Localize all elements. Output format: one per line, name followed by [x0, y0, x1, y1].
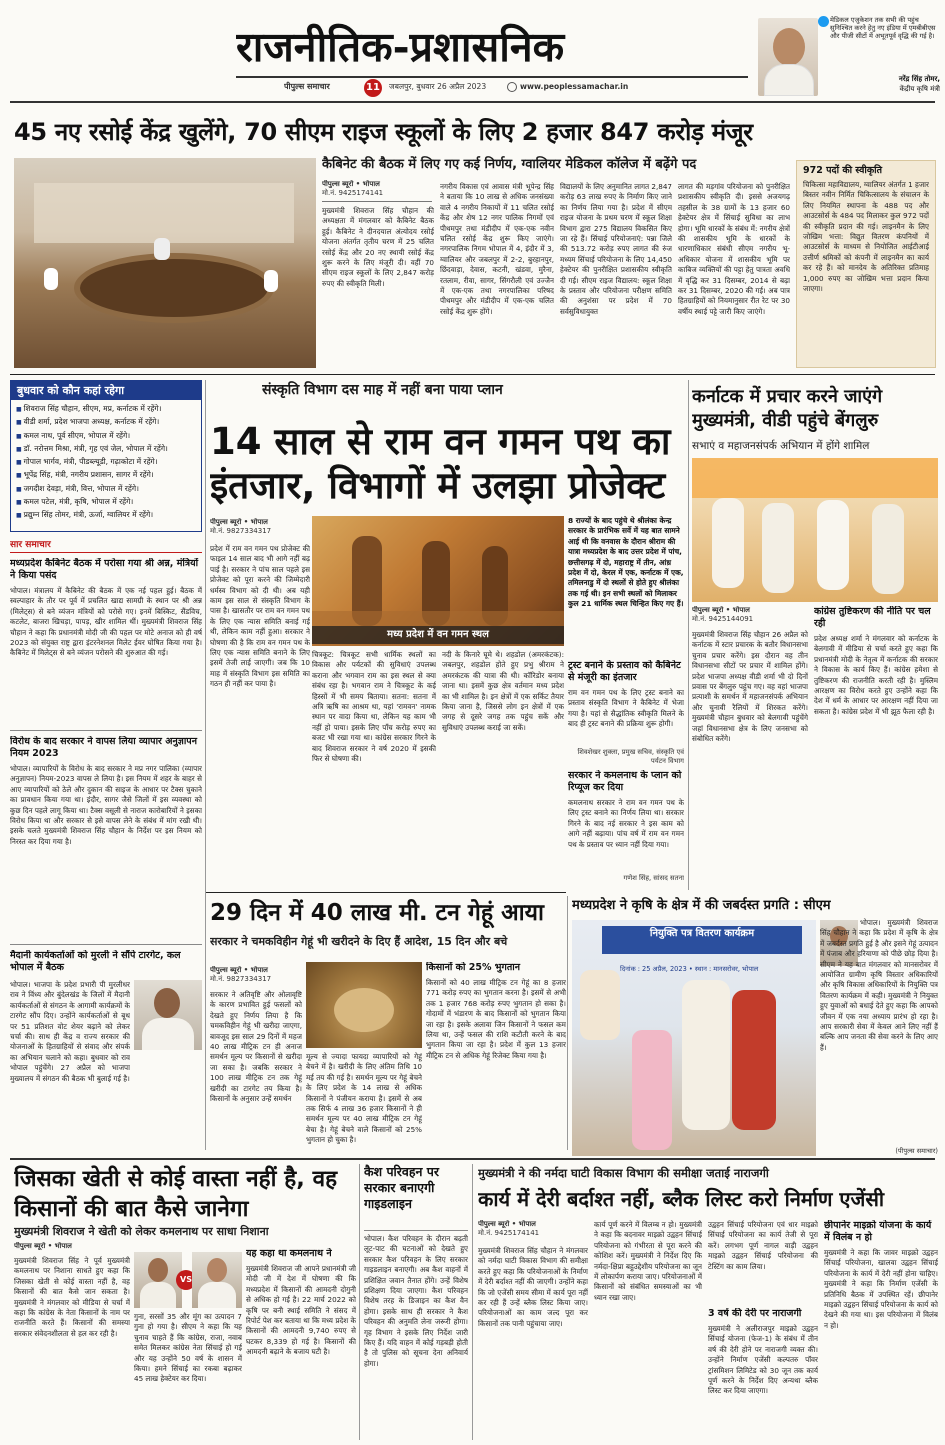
- wheat-col3-title: किसानों को 25% भुगतान: [426, 962, 520, 973]
- dateline: जबलपुर, बुधवार 26 अप्रैल 2023: [389, 82, 487, 91]
- narmada-col1: मुख्यमंत्री शिवराज सिंह चौहान ने मंगलवार को नर्मदा घाटी विकास विभाग की समीक्षा करते हुए कहा कि परियोजनाओं के निर्माण में देरी बर्दाश्त नहीं की जाएगी। उन्होंने कहा कि जो एजेंसी समय सीमा में कार्य पूरा नहीं कर रही हैं उन्हें ब्लैक लिस्ट किया जाए। परियोजनाओं का काम जल्द पूरा कर किसानों तक पानी पहुंचाया जाए।: [478, 1246, 588, 1328]
- karnataka-col2: प्रदेश अध्यक्ष शर्मा ने मंगलवार को कर्नाटक के बेलगावी में मीडिया से चर्चा करते हुए कहा कि प्रधानमंत्री मोदी के नेतृत्व में कर्नाटक की सरकार ने विकास के कार्य किए हैं। कांग्रेस हमेशा से तुष्टिकरण की राजनीति करती रही है। मुस्लिम आरक्षण का विरोध करते हुए उन्होंने कहा कि देश में धर्म के आधार पर आरक्षण नहीं दिया जा सकता है। कांग्रेस प्रदेश में भी झूठ फैला रही है।: [814, 634, 938, 716]
- narmada-mobile: मो.नं. 9425174141: [478, 1229, 540, 1237]
- kheti-subhead: मुख्यमंत्री शिवराज ने खेती को लेकर कमलनाथ पर साधा निशाना: [14, 1225, 269, 1238]
- sidebar-text: चिकित्सा महाविद्यालय, ग्वालियर अंतर्गत 1 हजार बिस्तर नवीन निर्मित चिकित्सालय के संचालन के लिए नियमित स्थापना के 488 पद और आउटसोर्स के 484 पद मिलाकर कुल 972 पदों की स्वीकृति प्रदान की गई। लाइनमैन के लिए जोखिम भत्ता: विद्युत वितरण कंपनियों में आउटसोर्स के माध्यम से नियोजित आईटीआई उत्तीर्ण श्रमिकों को कंपनी में लाइनमैन का कार्य कर रहे हैं। को मानदेय के अतिरिक्त प्रतिमाह 1,000 रुपए का जोखिम भत्ता प्रदान किया जाएगा।: [803, 180, 929, 294]
- narmada-col3-title: 3 वर्ष की देरी पर नाराजगी: [708, 1308, 802, 1319]
- ramvan-col4: नदी के किनारे घूमे थे। शहडोल (अमरकंटक): जबलपुर, शहडोल होते हुए प्रभु श्रीराम ने अमरकंटक की यात्रा की थी। कॉरिडोर बनाया जाना था। इसमें कुछ क्षेत्र वर्तमान मध्य प्रदेश का भी शामिल है। इन क्षेत्रों में एक सर्किट तैयार किया जाना है, जिससे लोग इन क्षेत्रों में एक जगह से दूसरे जगह तक पहुंच सकें और सुविधाएं उपलब्ध कराई जा सकें।: [442, 650, 564, 732]
- narmada-kicker: मुख्यमंत्री ने की नर्मदा घाटी विकास विभाग की समीक्षा जताई नाराजगी: [478, 1166, 769, 1180]
- kheti-byline: पीपुल्स ब्यूरो • भोपाल: [14, 1242, 72, 1250]
- list-item: ■ कमल पटेल, मंत्री, कृषि, भोपाल में रहेंगे।: [16, 496, 196, 509]
- list-item: ■ शिवराज सिंह चौहान, सीएम, मप्र, कर्नाटक में रहेंगे।: [16, 403, 196, 416]
- brief2-text: भोपाल। व्यापारियों के विरोध के बाद सरकार ने मप्र नगर पालिका (व्यापार अनुज्ञापन) नियम-2023 वापस ले लिया है। इस नियम में शहर के बाहर से आए व्यापारियों को ठेले और दुकान की साइज के आधार पर टैक्स चुकाने का प्रावधान किया गया था। इंदौर, सागर जैसे जिलों में इस व्यवस्था को कुछ दिन पहले लागू किया था। टैक्स वसूली से नाराज कारोबारियों ने इसका विरोध किया था और सरकार से इसे वापस लेने के संबंध में मांग रखी थी। इसके चलते मुख्यमंत्री शिवराज सिंह चौहान के निर्देश पर इस नियम को निरस्त कर दिया गया है।: [10, 764, 202, 846]
- karnataka-col1: मुख्यमंत्री शिवराज सिंह चौहान 26 अप्रैल को कर्नाटक में स्टार प्रचारक के बतौर विधानसभा चुनाव प्रचार करेंगे। इस दौरान वह तीन विधानसभा सीटों पर प्रचार में शामिल होंगे। प्रदेश भाजपा अध्यक्ष वीडी शर्मा भी दो दिनों प्रवास पर बेंगलुरु पहुंच गए। वह वहां भाजपा प्रत्याशी के समर्थन में महाजनसंपर्क अभियान और चुनावी रैलियों में शिरकत करेंगे। मुख्यमंत्री चौहान बुधवार को बेलगावी पहुंचेंगे जहां विधानसभा क्षेत्र के लिए जनसभा को संबोधित करेंगे।: [692, 630, 808, 744]
- wheat-col3: किसानों को 40 लाख मीट्रिक टन गेहूं का 8 हजार 771 करोड़ रुपए का भुगतान करना है। इसमें से अभी तक 1 हजार 768 करोड़ रुपए भुगतान हो सका है। गोदामों में भंडारण के बाद किसानों को भुगतान किया जा रहा है। इसके अलावा जिन किसानों ने फसल कम लिया था, उन्हें फसल की राशि कटौती करने के बाद भुगतान किया जा रहा है। प्रदेश में कुल 13 हजार मीट्रिक टन से अधिक गेहूं रिजेक्ट किया गया है।: [426, 978, 566, 1060]
- brief3-text: भोपाल। भाजपा के प्रदेश प्रभारी पी मुरलीधर राव ने विंध्य और बुंदेलखंड के जिलों में मैदानी कार्यकर्ताओं से संगठन के आगामी कार्यक्रमों के टारगेट सौंप दिए। उन्होंने कार्यकर्ताओं से बूथ पर 51 प्रतिशत वोट शेयर बढ़ाने को लेकर चर्चा की। साथ ही केंद्र व राज्य सरकार की योजनाओं के हितग्राहियों से संवाद और संपर्क का अभियान चलाने को कहा। बुधवार को राव भोपाल पहुंचेंगे। 27 अप्रैल को भाजपा मुख्यालय में संगठन की बैठक भी बुलाई गई है।: [10, 980, 130, 1083]
- karnataka-headline: कर्नाटक में प्रचार करने जाएंगे मुख्यमंत्री, वीडी पहुंचे बेंगलुरु: [692, 386, 883, 431]
- lead-col1: मुख्यमंत्री शिवराज सिंह चौहान की अध्यक्षता में मंगलवार को कैबिनेट बैठक हुई। कैबिनेट ने दीनदयाल अंत्योदय रसोई योजना अंतर्गत तृतीय चरण में 25 चलित रसोई केंद्र और 20 नए स्थायी रसोई केंद्र शुरू करने के लिए मंजूरी दी। वहीं 70 सीएम राइज स्कूलों के लिए 2,847 करोड़ रुपए की स्वीकृति मिली।: [322, 206, 434, 288]
- wheat-col2: मूल्य से ज्यादा फायदा व्यापारियों को गेहूं बेचने में है। खरीदी के लिए अंतिम तिथि 10 मई तय की गई है। समर्थन मूल्य पर गेहूं बेचने के लिए प्रदेश के 14 लाख से अधिक किसानों ने पंजीयन कराया है। इसमें से अब तक सिर्फ 4 लाख 36 हजार किसानों ने ही समर्थन मूल्य पर 40 लाख मीट्रिक टन गेहूं बेचा है। गेहूं बेचने वाले किसानों को 25% भुगतान हो चुका है।: [306, 1052, 422, 1145]
- paper-name: पीपुल्स समाचार: [284, 82, 330, 91]
- karnataka-photo: [692, 458, 938, 602]
- sidebar-title: 972 पदों की स्वीकृति: [803, 165, 883, 176]
- kheti-col1: मुख्यमंत्री शिवराज सिंह ने पूर्व मुख्यमंत्री कमलनाथ पर निशाना साधते हुए कहा कि जिसका खेती से कोई वास्ता नहीं है, वह किसानों की बात कैसे जान सकता है। मुख्यमंत्री ने मंगलवार को मीडिया से चर्चा में कहा कि कांग्रेस के नेता किसानों के नाम पर राजनीति करते हैं। किसानों की समस्या सरकार संवेदनशीलता से हल कर रही है।: [14, 1256, 130, 1338]
- karnataka-byline: पीपुल्स ब्यूरो • भोपाल: [692, 606, 750, 614]
- karnataka-subhead: सभाएं व महाजनसंपर्क अभियान में होंगे शामिल: [692, 440, 870, 452]
- narmada-byline-box: [478, 1220, 588, 1240]
- list-item: ■ प्रद्युम्न सिंह तोमर, मंत्री, ऊर्जा, ग्वालियर में रहेंगे।: [16, 509, 196, 522]
- list-item: ■ भूपेंद्र सिंह, मंत्री, नगरीय प्रशासन, सागर में रहेंगे।: [16, 469, 196, 482]
- karnataka-col2-title: कांग्रेस तुष्टिकरण की नीति पर चल रही: [814, 606, 931, 629]
- list-item: ■ जगदीश देवड़ा, मंत्री, वित्त, भोपाल में रहेंगे।: [16, 483, 196, 496]
- wheat-col1: सरकार ने अतिवृष्टि और ओलावृष्टि के कारण प्रभावित हुई फसलों को देखते हुए निर्णय लिया है कि चमकविहीन गेहूं भी खरीदा जाएगा, बावजूद इस साल 29 दिनों में महज 40 लाख मीट्रिक टन ही अनाज समर्थन मूल्य पर किसानों से खरीदा जा सका है। जबकि सरकार ने 100 लाख मीट्रिक टन तक गेहूं खरीदी का टारगेट तय किया है। किसानों के अनुसार उन्हें समर्थन: [210, 990, 302, 1104]
- ramvan-byline: पीपुल्स ब्यूरो • भोपाल: [210, 518, 268, 526]
- agri-text: भोपाल। मुख्यमंत्री शिवराज सिंह चौहान ने कहा कि प्रदेश में कृषि के क्षेत्र में जबर्दस्त प्रगति हुई है और इसने गेहूं उत्पादन में पंजाब और हरियाणा को पीछे छोड़ दिया है। सीएम ने यह बात मंगलवार को मानसरोवर में आयोजित ग्रामीण कृषि विस्तार अधिकारियों और कृषि विकास अधिकारियों के नियुक्ति पत्र वितरण कार्यक्रम में कही। मुख्यमंत्री ने नियुक्त हुए युवाओं को बधाई देते हुए कहा कि आपको जीवन में एक नया अध्याय प्रारंभ हो रहा है। आप सरकारी सेवा में केवल आने लिए नहीं हैं बल्कि आप जनता की सेवा करने के लिए आए हैं।: [820, 918, 938, 1052]
- photo-caption: मध्य प्रदेश में वन गमन स्थल: [312, 626, 564, 644]
- karnataka-byline-box: [692, 606, 802, 626]
- kheti-col3: मुख्यमंत्री शिवराज जी आपने प्रधानमंत्री जी मोदी जी में देश में घोषणा की कि मध्यप्रदेश में किसानों की आमदनी दोगुनी से अधिक हो गई है। 22 मार्च 2022 को कृषि पर बनी स्थाई समिति ने संसद में रिपोर्ट पेश कर बताया था कि मध्य प्रदेश के किसानों की आमदनी 9,740 रुपए से घटकर 8,339 हो गई है। किसानों की आमदनी बढ़ाने के बजाय घटी है।: [246, 1264, 356, 1357]
- narmada-side-title: छीपानेर माइक्रो योजना के कार्य में विलंब न हो: [824, 1220, 932, 1243]
- ramvan-col3: चित्रकूट: चित्रकूट सभी धार्मिक स्थलों का विकास और पर्यटकों की सुविधाएं उपलब्ध कराना और भगवान राम का इस स्थल से क्या संबंध रहा है। भगवान राम ने चित्रकूट के कई हिस्सों में भी समय बिताया। सतना: सतना में अत्रि ऋषि का आश्रम था, यहां 'रामवन' नामक स्थान पर वादा किया था, लेकिन यह काम भी नहीं हो पाया। इसके लिए पाँच करोड़ रुपए का बजट भी रखा गया था। कांग्रेस सरकार गिरने के बाद शिवराज सरकार ने वर्ष 2020 में इसकी फिर से घोषणा की।: [312, 650, 436, 764]
- wheat-headline: 29 दिन में 40 लाख मी. टन गेहूं आया: [210, 900, 544, 926]
- lead-col3: विद्यालयों के लिए अनुमानित लागत 2,847 करोड़ 63 लाख रुपए के निर्माण किए जाने का निर्णय लिया गया है। प्रदेश में सीएम राइज योजना के प्रथम चरण में स्कूल शिक्षा विभाग द्वारा 275 विद्यालय विकसित किए जा रहे हैं। सिंचाई परियोजनाएं: पन्ना जिले की 513.72 करोड़ रुपए लागत की रुंज मध्यम सिंचाई परियोजना के लिए 14,450 हेक्टेयर की पुनरीक्षित प्रशासकीय स्वीकृति दी गई। सीएम राइज विद्यालय: स्कूल शिक्षा के प्रस्ताव और परियोजना परीक्षण समिति की अनुशंसा पर प्रदेश में 70 सर्वसुविधायुक्त: [560, 182, 672, 316]
- agri-photo: [572, 920, 816, 1156]
- list-item: ■ कमल नाथ, पूर्व सीएम, भोपाल में रहेंगे।: [16, 430, 196, 443]
- quote-text: मेडिकल एजुकेशन तक सभी की पहुंच सुनिश्चित करने हेतु नए इंडिया में एमबीबीएस और पीजी सीटों में अभूतपूर्व वृद्धि की गई है।: [830, 16, 936, 41]
- shivraj-kheti-photo: [134, 1252, 182, 1308]
- ramvan-side-text: 8 राज्यों के बाद पहुंचे थे श्रीलंका केन्द्र सरकार के प्रारंभिक सर्वे में यह बात सामने आई थी कि वनवास के दौरान श्रीराम की यात्रा मध्यप्रदेश के बाद उत्तर प्रदेश में पांच, छत्तीसगढ़ में दो, महाराष्ट्र में तीन, आंध्र प्रदेश में दो, केरल में एक, कर्नाटक में एक, तमिलनाडु में दो स्थलों से होते हुए श्रीलंका तक गई थी। इन सभी स्थलों को मिलाकर कुल 21 धार्मिक स्थल चिन्हित किए गए हैं।: [568, 516, 684, 609]
- wheat-mobile: मो.नं. 9827334317: [210, 975, 272, 983]
- kamalnath-photo: [192, 1252, 242, 1308]
- brief2-title: विरोध के बाद सरकार ने वापस लिया व्यापार अनुज्ञापन नियम 2023: [10, 736, 197, 759]
- wheat-byline: पीपुल्स ब्यूरो • भोपाल: [210, 966, 268, 974]
- lead-byline: [322, 180, 432, 200]
- list-item: ■ वीडी शर्मा, प्रदेश भाजपा अध्यक्ष, कर्नाटक में रहेंगे।: [16, 416, 196, 429]
- list-item: ■ डॉ. नरोत्तम मिश्रा, मंत्री, गृह एवं जेल, भोपाल में रहेंगे।: [16, 443, 196, 456]
- wheat-subhead: सरकार ने चमकविहीन गेहूं भी खरीदने के दिए हैं आदेश, 15 दिन और बचे: [210, 935, 508, 948]
- brief3-title: मैदानी कार्यकर्ताओं को मुरली ने सौंपे टारगेट, कल भोपाल में बैठक: [10, 950, 181, 973]
- minister-photo: [758, 18, 818, 96]
- box1-text: राम वन गमन पथ के लिए ट्रस्ट बनाने का प्रस्ताव संस्कृति विभाग ने कैबिनेट में भेजा गया है। यहां से सैद्धांतिक स्वीकृति मिलने के बाद ही ट्रस्ट बनाने की प्रक्रिया शुरू होगी।: [568, 688, 684, 729]
- narmada-col2: कार्य पूर्ण करने में विलम्ब न हो। मुख्यमंत्री ने कहा कि बदनावर माइक्रो उद्वहन सिंचाई परियोजना को गंभीरता से पूरा करने की कोशिश करें। मुख्यमंत्री ने निर्देश दिए कि नर्मदा-क्षिप्रा बहुउद्देशीय परियोजना का जून में लोकार्पण कराया जाए। परियोजनाओं में किसानों को संबंधित समस्याओं का भी ध्यान रखा जाए।: [594, 1220, 702, 1302]
- murlidhar-photo: [134, 980, 202, 1050]
- ramvan-kicker: संस्कृति विभाग दस माह में नहीं बना पाया प्लान: [262, 382, 503, 398]
- kheti-col2: गुना, सरसों 35 और मूंग का उत्पादन 7 गुना हो गया है। सीएम ने कहा कि यह चुनाव चाहते हैं कि कांग्रेस, राजा, नवाब समेत मिलकर कांग्रेस नेता सिंचाई हो गई और यह उन्होंने 50 वर्ष के शासन में किया। हमने सिंचाई का रकबा बढ़ाकर 45 लाख हेक्टेयर कर दिया।: [134, 1312, 242, 1384]
- who-where-box: [10, 380, 202, 532]
- narmada-side-text: मुख्यमंत्री ने कहा कि जावर माइक्रो उद्वहन सिंचाई परियोजना, खालवा उद्वहन सिंचाई परियोजना के कार्य में देरी नहीं होना चाहिए। मुख्यमंत्री ने कहा कि निर्माण एजेंसी के प्रतिनिधि बैठक में उपस्थित रहें। छीपानेर माइक्रो उद्वहन सिंचाई परियोजना के कार्य को देखने की गया था। इस परियोजना में विलंब न हो।: [824, 1248, 938, 1330]
- twitter-icon: [818, 16, 829, 27]
- cash-text: भोपाल। कैश परिवहन के दौरान बढ़ती लूट-पाट की घटनाओं को देखते हुए सरकार कैश परिवहन के लिए सरकार गाइडलाइन बनाएगी। अब कैश वाहनों में प्रशिक्षित जवान तैनात होंगे। उन्हें विशेष प्रशिक्षण दिया जाएगा। कैश परिवहन विशेष तरह के डिजाइन का कैश वैन होगा। इसके साथ ही सरकार ने कैश परिवहन की अनुमति लेना जरूरी होगा। गृह विभाग ने इसके लिए निर्देश जारी किए हैं। यदि वाहन में कोई गड़बड़ी होती है तो पुलिस को सूचना देना अनिवार्य होगा।: [364, 1234, 468, 1368]
- cabinet-meeting-photo: [14, 158, 316, 368]
- page-number: 11: [364, 79, 382, 97]
- who-where-title: बुधवार को कौन कहां रहेगा: [11, 381, 201, 400]
- box2-title: सरकार ने कमलनाथ के प्लान को रिप्यूज कर दिया: [568, 770, 682, 793]
- list-item: ■ गोपाल भार्गव, मंत्री, पीडब्ल्यूडी, गढ़ाकोटा में रहेंगे।: [16, 456, 196, 469]
- masthead: [0, 0, 945, 100]
- narmada-col3b: मुख्यमंत्री ने अलीराजपुर माइक्रो उद्वहन सिंचाई योजना (फेज-1) के संबंध में तीन वर्ष की देरी होने पर नाराजगी व्यक्त की। उन्होंने निर्माण एजेंसी कल्पतरु पॉवर ट्रांसमिशन लिमिटेड को 30 जून तक कार्य पूर्ण करने के निर्देश दिए अन्यथा ब्लैक लिस्ट कर दिया जाएगा।: [708, 1324, 818, 1396]
- ramvan-byline-box: [210, 518, 310, 538]
- lead-byline-text: पीपुल्स ब्यूरो • भोपाल: [322, 180, 380, 188]
- brief1-text: भोपाल। मंत्रालय में कैबिनेट की बैठक में एक नई पहल हुई। बैठक में स्वल्पाहार के तौर पर पूर्व में प्रचलित खाद्य सामग्री के स्थान पर श्री अन्न (मिलेट्स) से बने व्यंजन मंत्रियों को परोसे गए। इनमें बिस्किट, सैंडविच, कटलेट, बाजरा खिचड़ा, पापड़, खीर शामिल थीं। मुख्यमंत्री शिवराज सिंह चौहान ने कहा कि प्रधानमंत्री मोदी जी की पहल पर मोटे अनाज को ही वर्ष 2023 को संयुक्त राष्ट्र द्वारा इंटरनेशनल मिलेट ईयर घोषित किया गया है। कैबिनेट में मिलेट्स से बने व्यंजन परोसने की शुरुआत की गई।: [10, 586, 202, 658]
- lead-col2: नगरीय विकास एवं आवास मंत्री भूपेन्द्र सिंह ने बताया कि 10 लाख से अधिक जनसंख्या वाले 4 नगरीय निकायों में 11 चलित रसोई केंद्र और शेष 12 नगर पालिक निगमों एवं पीथमपुर तथा मंडीदीप में एक-एक नवीन चलित रसोई केंद्र शुरू किए जाएंगे। नगरपालिक निगम भोपाल में 4, इंदौर में 3, ग्वालियर और जबलपुर में 2-2, बुरहानपुर, छिंदवाड़ा, देवास, कटनी, खंडवा, मुरैना, रतलाम, रीवा, सागर, सिंगरौली एवं उज्जैन में एक-एक तथा नगरपालिका परिषद पीथमपुर और मंडीदीप में एक-एक चलित रसोई केंद्र शुरू होंगे।: [440, 182, 554, 316]
- lead-headline: 45 नए रसोई केंद्र खुलेंगे, 70 सीएम राइज स्कूलों के लिए 2 हजार 847 करोड़ मंजूर: [14, 118, 753, 146]
- narmada-headline: कार्य में देरी बर्दाश्त नहीं, ब्लैक लिस्ट करो निर्माण एजेंसी: [478, 1187, 885, 1211]
- wheat-photo: [306, 962, 422, 1048]
- ramvan-headline: 14 साल से राम वन गमन पथ का इंतजार, विभागों में उलझा प्रोजेक्ट: [210, 420, 671, 507]
- agri-credit: (पीपुल्स समाचार): [895, 1147, 938, 1155]
- wheat-byline-box: [210, 966, 320, 986]
- quote-name: नरेंद्र सिंह तोमर,: [898, 75, 940, 83]
- lead-col4: लागत की मड़गांव परियोजना को पुनरीक्षित प्रशासकीय स्वीकृति दी। इससे अजयगढ़ तहसील के 38 ग्रामों के 13 हजार 60 हेक्टेयर क्षेत्र में सिंचाई सुविधा का लाभ होगा। भूमि धारकों के संबंध में: नगरीय क्षेत्रों की शासकीय भूमि के धारकों के धारणाधिकार संबंधी सीएम नगरीय भू-अधिकार योजना में शासकीय भूमि पर काबिज व्यक्तियों की पट्टा हेतु पात्रता अवधि में वृद्धि कर 31 दिसम्बर, 2014 से बढ़ा कर 31 दिसम्बर, 2020 की गई। अब पात्र हितग्राहियों को नियमानुसार रीत रेट पर 30 वर्षीय स्थाई पट्टे जारी किए जाएंगे।: [678, 182, 790, 316]
- globe-icon: [507, 82, 517, 92]
- section-title: राजनीतिक-प्रशासनिक: [236, 23, 565, 71]
- agri-headline: मध्यप्रदेश ने कृषि के क्षेत्र में की जबर्दस्त प्रगति : सीएम: [572, 898, 831, 913]
- box1-title: ट्रस्ट बनाने के प्रस्ताव को कैबिनेट से मंजूरी का इंतजार: [568, 660, 681, 683]
- agri-banner: नियुक्ति पत्र वितरण कार्यक्रम: [649, 928, 755, 939]
- brief-label: सार समाचार: [10, 540, 51, 550]
- narmada-col3: उद्वहन सिंचाई परियोजना एवं धार माइक्रो सिंचाई परियोजना का कार्य तेजी से पूरा करें। लगभग पूर्ण नागल वाड़ी उद्वहन माइक्रो उद्वहन सिंचाई परियोजना की टेस्टिंग का काम लिया।: [708, 1220, 818, 1271]
- brief1-title: मध्यप्रदेश कैबिनेट बैठक में परोसा गया श्री अन्न, मंत्रियों ने किया पसंद: [10, 558, 199, 581]
- ramvan-col1: प्रदेश में राम वन गमन पथ प्रोजेक्ट की फाइल 14 साल बाद भी आगे नहीं बढ़ पाई है। सरकार ने पांच साल पहले इस प्रोजेक्ट को पूरा करने की जिम्मेदारी धर्मस्व विभाग को दी थी। अब यही काम इस साल से संस्कृति विभाग के पास है। खासतौर पर राम वन गमन पथ के लिए एक न्यास समिति बनाई गई थी, लेकिन काम नहीं हुआ। सरकार ने घोषणा की है कि राम वन गमन पथ के लिए एक न्यास समिति बनाने के लिए इसमें तेजी लाई जाएगी। जब कि 10 माह में संस्कृति विभाग इस समिति का गठन ही नहीं कर पाया है।: [210, 544, 310, 689]
- cash-headline: कैश परिवहन पर सरकार बनाएगी गाइडलाइन: [364, 1164, 439, 1211]
- narmada-byline: पीपुल्स ब्यूरो • भोपाल: [478, 1220, 536, 1228]
- vs-badge: VS: [176, 1270, 196, 1290]
- karnataka-mobile: मो.नं. 9425144091: [692, 615, 754, 623]
- box2-text: कमलनाथ सरकार ने राम वन गमन पथ के लिए ट्रस्ट बनाने का निर्णय लिया था। सरकार गिरने के बाद नई सरकार ने इस काम को आगे नहीं बढ़ाया। पांच वर्ष में राम वन गमन पथ के प्रस्ताव पर ध्यान नहीं दिया गया।: [568, 798, 684, 849]
- lead-mobile: मो.नं. 9425174141: [322, 189, 384, 197]
- agri-banner-sub: दिनांक : 25 अप्रैल, 2023 • स्थान : मानसरोवर, भोपाल: [620, 965, 759, 973]
- kheti-headline: जिसका खेती से कोई वास्ता नहीं है, वह किसानों की बात कैसे जानेगा: [14, 1166, 338, 1222]
- lead-sidebar: [796, 160, 936, 368]
- kheti-col3-title: यह कहा था कमलनाथ ने: [246, 1248, 332, 1259]
- box1-sign: शिवशेखर शुक्ला, प्रमुख सचिव, संस्कृति एवं पर्यटन विभाग: [577, 748, 684, 765]
- lead-subhead: कैबिनेट की बैठक में लिए गए कई निर्णय, ग्वालियर मेडिकल कॉलेज में बढ़ेंगे पद: [322, 157, 697, 172]
- quote-title: केंद्रीय कृषि मंत्री: [899, 85, 940, 93]
- ramvan-mobile: मो.नं. 9827334317: [210, 527, 272, 535]
- box2-sign: गणेश सिंह, सांसद सतना: [623, 874, 684, 882]
- website: www.peoplessamachar.in: [520, 82, 629, 91]
